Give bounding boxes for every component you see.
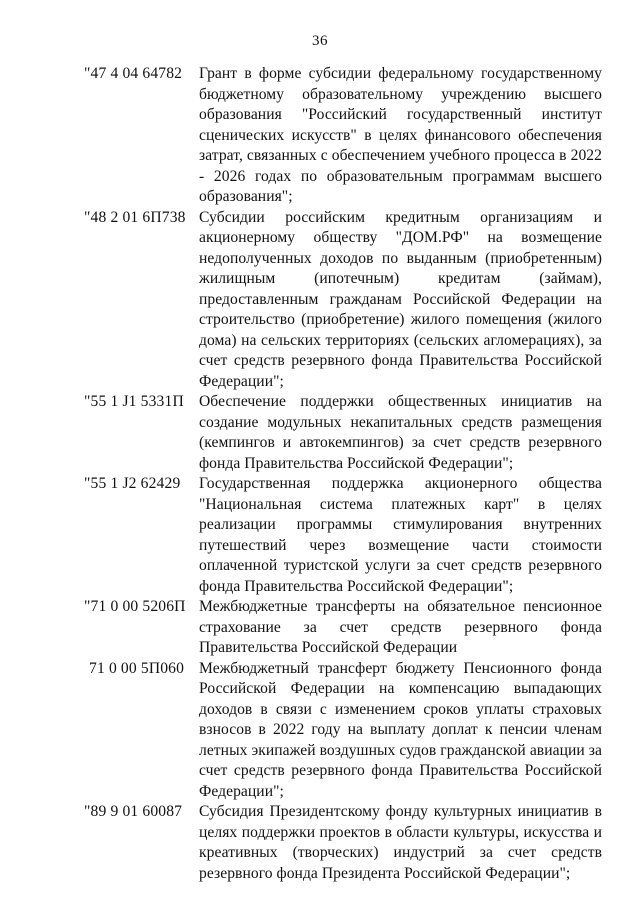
budget-entry (0, 392, 640, 474)
budget-entry (0, 802, 640, 884)
budget-description: Межбюджетные трансферты на обязательное пенсионное страхование за счет средств резервного фонда Правительства Российской Федерации (199, 598, 602, 656)
budget-code: "55 1 J1 5331П (84, 393, 184, 410)
budget-code: "47 4 04 64782 (84, 65, 183, 82)
budget-description: Субсидия Президентскому фонду культурных инициатив в целях поддержки проектов в области культуры, искусства и креативных (творческих) индустрий за счет средств резервного фонда Президента Российской Федерации"; (199, 803, 602, 882)
page-number: 36 (312, 33, 328, 49)
budget-entry (0, 659, 640, 803)
budget-code: "71 0 00 5206П (84, 598, 186, 615)
budget-code: 71 0 00 5П060 (89, 659, 185, 677)
budget-description: Грант в форме субсидии федеральному государственному бюджетному образовательному учреждению высшего образования "Российский государственный институт сценических искусств" в целях финансового обеспечения затрат, связанных с обеспечением учебного процесса в 2022 - 2026 годах по образовательным программам высшего образования"; (199, 65, 602, 205)
budget-entry (0, 474, 640, 597)
budget-entry (0, 597, 640, 659)
budget-code: "89 9 01 60087 (84, 803, 183, 820)
budget-code-list (0, 64, 640, 884)
budget-code: "55 1 J2 62429 (84, 475, 181, 492)
budget-description: Государственная поддержка акционерного общества "Национальная система платежных карт" в целях реализации программы стимулирования внутренних путешествий через возмещение части стоимости оплаченной туристской услуги за счет средств резервного фонда Правительства Российской Федерации"; (199, 475, 602, 595)
budget-description: Обеспечение поддержки общественных инициатив на создание модульных некапитальных средств размещения (кемпингов и автокемпингов) за счет средств резервного фонда Правительства Российской Федерации"; (199, 393, 602, 472)
budget-entry (0, 208, 640, 393)
budget-entry (0, 64, 640, 208)
budget-code: "48 2 01 6П738 (84, 208, 186, 226)
budget-description: Субсидии российским кредитным организациям и акционерному обществу "ДОМ.РФ" на возмещение недополученных доходов по выданным (приобретенным) жилищным (ипотечным) кредитам (займам), предоставленным гражданам Российской Федерации на строительство (приобретение) жилого помещения (жилого дома) на сельских территориях (сельских агломерациях), за счет средств резервного фонда Правительства Российской Федерации"; (199, 208, 602, 390)
budget-description: Межбюджетный трансферт бюджету Пенсионного фонда Российской Федерации на компенсацию выпадающих доходов в связи с изменением сроков уплаты страховых взносов в 2022 году на выплату доплат к пенсии членам летных экипажей воздушных судов гражданской авиации за счет средств резервного фонда Правительства Российской Федерации"; (199, 659, 602, 800)
